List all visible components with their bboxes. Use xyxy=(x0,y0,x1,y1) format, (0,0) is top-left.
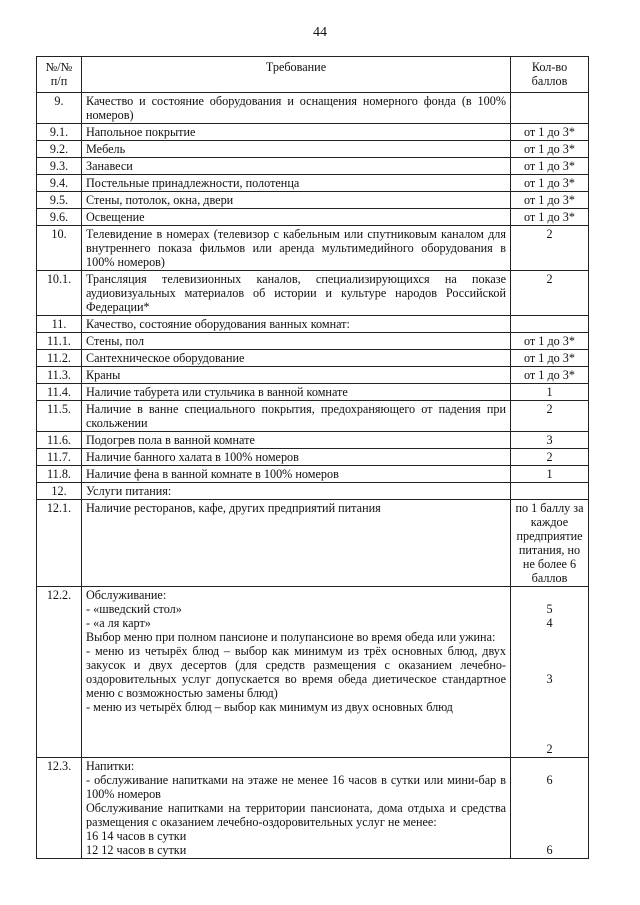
row-number: 11.5. xyxy=(37,401,82,432)
row-points: 3 xyxy=(511,432,589,449)
requirement-line: - меню из четырёх блюд – выбор как минимум из трёх основных блюд, двух закусок и двух десертов (для средств размещения с оказанием лечебно-оздоровительных услуг допускается во время обеда диетическое стандартное меню с возможностью замены блюд) xyxy=(86,644,506,700)
table-row xyxy=(37,758,589,859)
row-requirement: Сантехническое оборудование xyxy=(82,350,511,367)
table-row xyxy=(37,384,589,401)
row-requirement: Наличие ресторанов, кафе, других предприятий питания xyxy=(82,500,511,587)
row-requirement: Услуги питания: xyxy=(82,483,511,500)
row-points xyxy=(511,316,589,333)
row-points: 2 xyxy=(511,271,589,316)
row-points xyxy=(511,758,589,859)
table-row xyxy=(37,192,589,209)
row-points: от 1 до 3* xyxy=(511,367,589,384)
page-number: 44 xyxy=(313,25,327,40)
table-row xyxy=(37,483,589,500)
row-number: 12. xyxy=(37,483,82,500)
row-requirement: Стены, пол xyxy=(82,333,511,350)
header-points: Кол-во баллов xyxy=(511,57,589,93)
row-requirement: Подогрев пола в ванной комнате xyxy=(82,432,511,449)
table-header-row xyxy=(37,57,589,93)
row-requirement xyxy=(82,587,511,758)
row-number: 9.2. xyxy=(37,141,82,158)
table-row xyxy=(37,587,589,758)
table-body-meals xyxy=(37,587,589,859)
header-number: №/№ п/п xyxy=(37,57,82,93)
row-requirement: Наличие в ванне специального покрытия, предохраняющего от падения при скольжении xyxy=(82,401,511,432)
table-row xyxy=(37,449,589,466)
requirements-table xyxy=(36,56,589,859)
requirement-line: 12 12 часов в сутки xyxy=(86,843,187,857)
row-number: 9.6. xyxy=(37,209,82,226)
table-row xyxy=(37,316,589,333)
row-number: 11.3. xyxy=(37,367,82,384)
points-value: 5 xyxy=(546,602,553,616)
table-row xyxy=(37,141,589,158)
table-row xyxy=(37,500,589,587)
row-number: 12.2. xyxy=(37,587,82,758)
row-number: 11.8. xyxy=(37,466,82,483)
row-number: 11.6. xyxy=(37,432,82,449)
row-number: 11.4. xyxy=(37,384,82,401)
row-requirement: Краны xyxy=(82,367,511,384)
requirement-line: Обслуживание напитками на территории пансионата, дома отдыха и средства размещения с оказанием лечебно-оздоровительных услуг не менее: xyxy=(86,801,506,829)
requirement-line: - «шведский стол» xyxy=(86,602,182,616)
row-number: 11.2. xyxy=(37,350,82,367)
table-row xyxy=(37,271,589,316)
table-row xyxy=(37,333,589,350)
row-number: 10.1. xyxy=(37,271,82,316)
table-row xyxy=(37,432,589,449)
requirement-line: Выбор меню при полном пансионе и полупансионе во время обеда или ужина: xyxy=(86,630,496,644)
points-value: 6 xyxy=(546,843,553,857)
row-requirement: Стены, потолок, окна, двери xyxy=(82,192,511,209)
requirement-line: - «а ля карт» xyxy=(86,616,151,630)
row-number: 9.4. xyxy=(37,175,82,192)
row-points: от 1 до 3* xyxy=(511,158,589,175)
row-requirement: Качество и состояние оборудования и оснащения номерного фонда (в 100% номеров) xyxy=(82,93,511,124)
table-row xyxy=(37,367,589,384)
points-value: 2 xyxy=(546,742,553,756)
row-number: 10. xyxy=(37,226,82,271)
row-points xyxy=(511,93,589,124)
row-requirement: Наличие табурета или стульчика в ванной комнате xyxy=(82,384,511,401)
table-row xyxy=(37,226,589,271)
row-requirement: Телевидение в номерах (телевизор с кабельным или спутниковым каналом для внутреннего показа фильмов или аренда мультимедийного оборудования в 100% номеров) xyxy=(82,226,511,271)
row-points xyxy=(511,587,589,758)
table-row xyxy=(37,158,589,175)
row-number: 9. xyxy=(37,93,82,124)
table-row xyxy=(37,93,589,124)
row-points: 2 xyxy=(511,401,589,432)
row-points xyxy=(511,483,589,500)
row-points: от 1 до 3* xyxy=(511,350,589,367)
row-requirement: Наличие фена в ванной комнате в 100% номеров xyxy=(82,466,511,483)
row-requirement: Наличие банного халата в 100% номеров xyxy=(82,449,511,466)
row-points: 2 xyxy=(511,226,589,271)
row-requirement xyxy=(82,758,511,859)
requirement-line: Напитки: xyxy=(86,759,135,773)
row-points: 1 xyxy=(511,466,589,483)
points-value: 3 xyxy=(546,672,553,686)
table-body xyxy=(37,93,589,587)
row-points: от 1 до 3* xyxy=(511,141,589,158)
table-row xyxy=(37,401,589,432)
row-points: от 1 до 3* xyxy=(511,192,589,209)
row-number: 9.3. xyxy=(37,158,82,175)
row-points: от 1 до 3* xyxy=(511,333,589,350)
row-points: от 1 до 3* xyxy=(511,124,589,141)
row-number: 11.7. xyxy=(37,449,82,466)
row-points: от 1 до 3* xyxy=(511,209,589,226)
header-requirement: Требование xyxy=(82,57,511,93)
row-requirement: Занавеси xyxy=(82,158,511,175)
row-points: 2 xyxy=(511,449,589,466)
points-value: 4 xyxy=(546,616,553,630)
requirement-line: - меню из четырёх блюд – выбор как минимум из двух основных блюд xyxy=(86,700,453,714)
row-requirement: Мебель xyxy=(82,141,511,158)
table-row xyxy=(37,350,589,367)
requirement-line: 16 14 часов в сутки xyxy=(86,829,187,843)
table-row xyxy=(37,466,589,483)
row-number: 11.1. xyxy=(37,333,82,350)
row-number: 12.3. xyxy=(37,758,82,859)
row-points: от 1 до 3* xyxy=(511,175,589,192)
table-row xyxy=(37,124,589,141)
row-number: 9.1. xyxy=(37,124,82,141)
row-number: 11. xyxy=(37,316,82,333)
row-requirement: Постельные принадлежности, полотенца xyxy=(82,175,511,192)
row-requirement: Трансляция телевизионных каналов, специализирующихся на показе аудиовизуальных материалов об истории и культуре народов Российской Федерации* xyxy=(82,271,511,316)
row-requirement: Освещение xyxy=(82,209,511,226)
table-row xyxy=(37,175,589,192)
points-value: 6 xyxy=(546,773,553,787)
row-number: 12.1. xyxy=(37,500,82,587)
table-row xyxy=(37,209,589,226)
row-requirement: Напольное покрытие xyxy=(82,124,511,141)
row-points: по 1 баллу за каждое предприятие питания, но не более 6 баллов xyxy=(511,500,589,587)
row-points: 1 xyxy=(511,384,589,401)
requirement-line: - обслуживание напитками на этаже не менее 16 часов в сутки или мини-бар в 100% номеров xyxy=(86,773,506,801)
row-number: 9.5. xyxy=(37,192,82,209)
requirement-line: Обслуживание: xyxy=(86,588,167,602)
row-requirement: Качество, состояние оборудования ванных комнат: xyxy=(82,316,511,333)
